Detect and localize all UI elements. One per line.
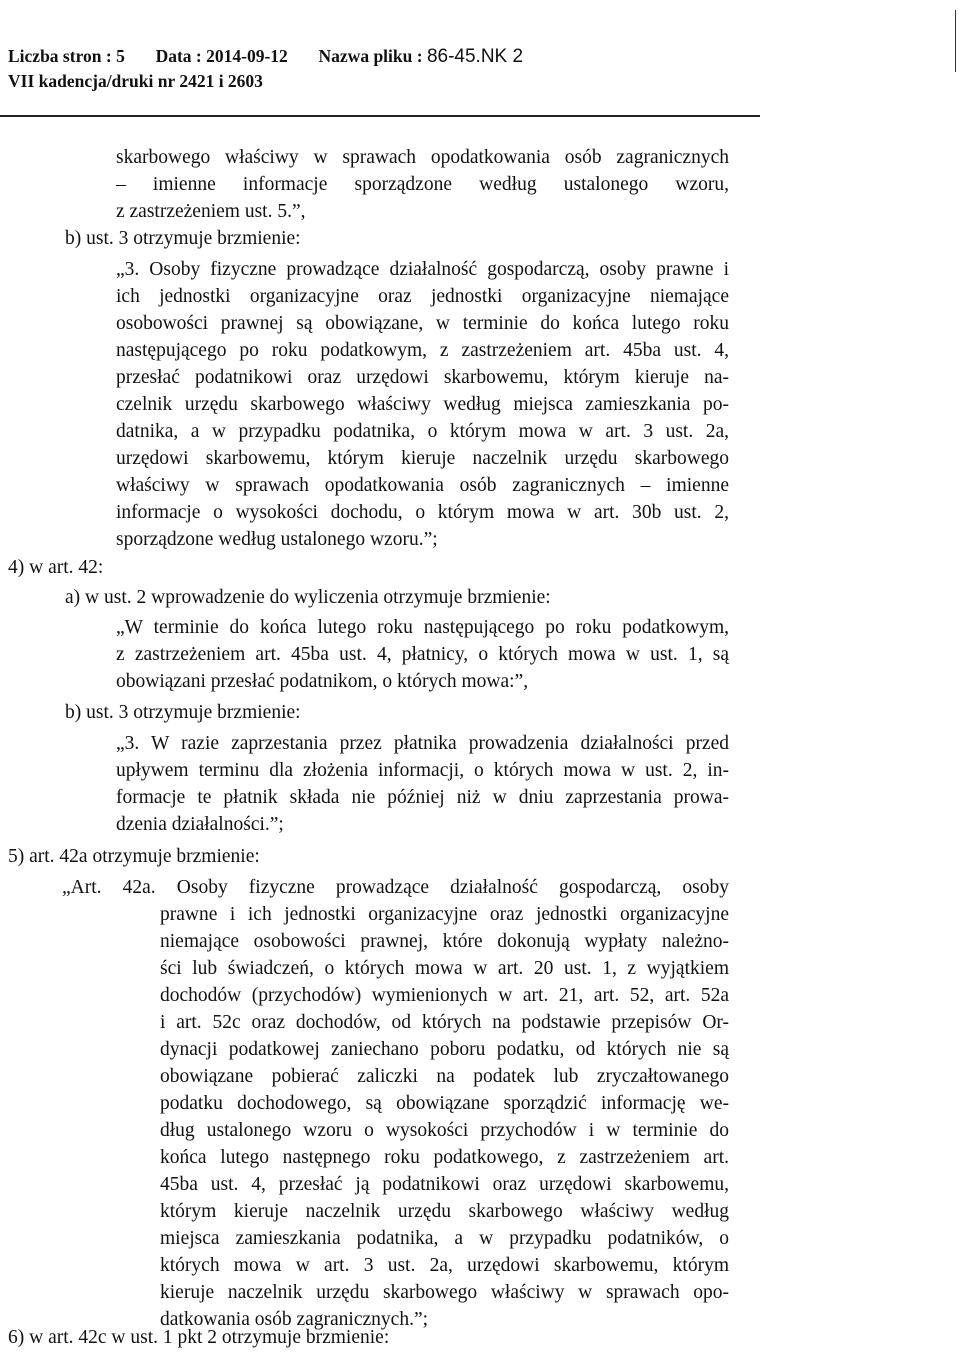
text-line: którym kieruje naczelnik urzędu skarbowego właściwy według: [160, 1201, 729, 1222]
text-line: osobowości prawnej są obowiązane, w terminie do końca lutego roku: [116, 313, 729, 334]
text-line: upływem terminu dla złożenia informacji, o których mowa w ust. 2, in-: [116, 760, 729, 781]
text-line: następującego po roku podatkowym, z zastrzeżeniem art. 45ba ust. 4,: [116, 340, 729, 361]
text-line: dzenia działalności.”;: [116, 814, 284, 835]
text-line: przesłać podatnikowi oraz urzędowi skarbowemu, którym kieruje na-: [116, 367, 729, 388]
text-line: właściwy w sprawach opodatkowania osób zagranicznych – imienne: [116, 475, 729, 496]
text-line: miejsca zamieszkania podatnika, a w przypadku podatników, o: [160, 1228, 729, 1249]
text-line: dochodów (przychodów) wymienionych w art. 21, art. 52, art. 52a: [160, 985, 729, 1006]
text-line: – imienne informacje sporządzone według ustalonego wzoru,: [116, 174, 729, 195]
date-value: 2014-09-12: [206, 46, 288, 66]
amendment-item-4: 4) w art. 42:: [8, 557, 104, 578]
text-line: „3. W razie zaprzestania przez płatnika prowadzenia działalności przed: [116, 733, 729, 754]
text-line: niemające osobowości prawnej, które dokonują wypłaty należno-: [160, 931, 729, 952]
text-line: obowiązani przesłać podatnikom, o których mowa:”,: [116, 671, 529, 692]
text-line: kieruje naczelnik urzędu skarbowego właściwy w sprawach opo-: [160, 1282, 729, 1303]
text-line: z zastrzeżeniem art. 45ba ust. 4, płatnicy, o których mowa w ust. 1, są: [116, 644, 729, 665]
text-line: informacje o wysokości dochodu, o którym mowa w art. 30b ust. 2,: [116, 502, 729, 523]
text-line: prawne i ich jednostki organizacyjne oraz jednostki organizacyjne: [160, 904, 729, 925]
page-edge-mark: [955, 10, 956, 72]
text-line: dynacji podatkowej zaniechano poboru podatku, od których nie są: [160, 1039, 729, 1060]
text-line: „3. Osoby fizyczne prowadzące działalność gospodarczą, osoby prawne i: [116, 259, 729, 280]
text-line: ich jednostki organizacyjne oraz jednostki organizacyjne niemające: [116, 286, 729, 307]
amendment-point-b-intro: b) ust. 3 otrzymuje brzmienie:: [65, 228, 301, 249]
text-line: 45ba ust. 4, przesłać ją podatnikowi oraz urzędowi skarbowemu,: [160, 1174, 729, 1195]
header-meta-row: [8, 44, 523, 69]
text-line: „Art. 42a. Osoby fizyczne prowadzące działalność gospodarczą, osoby: [62, 877, 729, 898]
text-line: czelnik urzędu skarbowego właściwy według miejsca zamieszkania po-: [116, 394, 729, 415]
date-label: Data :: [155, 46, 202, 66]
text-line: urzędowi skarbowemu, którym kieruje naczelnik urzędu skarbowego: [116, 448, 729, 469]
text-line: podatku dochodowego, są obowiązane sporządzić informację we-: [160, 1093, 729, 1114]
filename-value: 86-45.NK 2: [426, 46, 524, 67]
pages-label: Liczba stron :: [8, 46, 112, 66]
text-line: datnika, a w przypadku podatnika, o którym mowa w art. 3 ust. 2a,: [116, 421, 729, 442]
text-line: formacje te płatnik składa nie później niż w dniu zaprzestania prowa-: [116, 787, 729, 808]
header-rule: [0, 115, 760, 117]
text-line: obowiązane pobierać zaliczki na podatek lub zryczałtowanego: [160, 1066, 729, 1087]
text-line: i art. 52c oraz dochodów, od których na podstawie przepisów Or-: [160, 1012, 729, 1033]
term-line: VII kadencja/druki nr 2421 i 2603: [8, 71, 263, 91]
text-line: skarbowego właściwy w sprawach opodatkowania osób zagranicznych: [116, 147, 729, 168]
filename-label: Nazwa pliku :: [318, 46, 423, 66]
text-line: „W terminie do końca lutego roku następującego po roku podatkowym,: [116, 617, 729, 638]
text-line: dług ustalonego wzoru o wysokości przychodów i w terminie do: [160, 1120, 729, 1141]
text-line: ści lub świadczeń, o których mowa w art. 20 ust. 1, z wyjątkiem: [160, 958, 729, 979]
text-line: sporządzone według ustalonego wzoru.”;: [116, 529, 438, 550]
document-header: [8, 44, 523, 93]
amendment-item-5: 5) art. 42a otrzymuje brzmienie:: [8, 846, 260, 867]
amendment-point-a-intro: a) w ust. 2 wprowadzenie do wyliczenia otrzymuje brzmienie:: [65, 587, 551, 608]
pages-value: 5: [116, 46, 125, 66]
text-line: datkowania osób zagranicznych.”;: [160, 1309, 429, 1330]
text-line: z zastrzeżeniem ust. 5.”,: [116, 201, 306, 222]
amendment-item-6: 6) w art. 42c w ust. 1 pkt 2 otrzymuje brzmienie:: [8, 1327, 390, 1348]
text-line: końca lutego następnego roku podatkowego, z zastrzeżeniem art.: [160, 1147, 729, 1168]
amendment-point-b-intro-2: b) ust. 3 otrzymuje brzmienie:: [65, 702, 301, 723]
text-line: których mowa w art. 3 ust. 2a, urzędowi skarbowemu, którym: [160, 1255, 729, 1276]
